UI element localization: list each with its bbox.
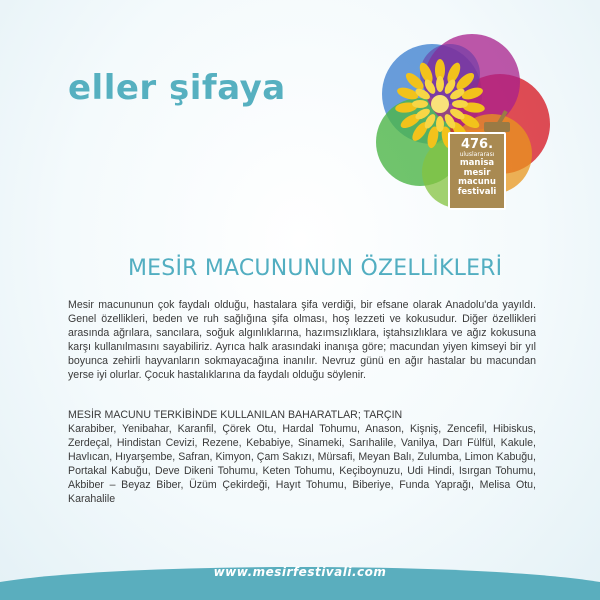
description-paragraph: Mesir macununun çok faydalı olduğu, hastalara şifa verdiği, bir efsane olarak Anadolu'da yayıldı. Genel özellikleri, beden ve ruh sağlığına şifa olması, hoş lezzeti ve kokusudur. Diğer özellikleri arasında ağrılara, sancılara, soğuk algınlıklarına, hazımsızlıklara, iştahsızlıklara ve ağız kokusuna karşı kullanılmasını sayabiliriz. Ayrıca halk arasındaki inanışa göre; macundan yiyen kimseyi bir yıl boyunca zehirli hayvanların sokmayacağına inanılır. Nevruz günü en ağır hastalar bu macundan yerse iyi olurlar. Çocuk hastalıklarına da faydalı olduğu söylenir. [68, 299, 536, 381]
badge-line2: manisa [459, 158, 495, 168]
section-title: MESİR MACUNUNUN ÖZELLİKLERİ [128, 256, 503, 281]
brand-title: eller şifaya [68, 68, 286, 108]
footer-url-link[interactable]: www.mesirfestivali.com [213, 565, 387, 579]
festival-badge [448, 132, 506, 210]
spices-list: Karabiber, Yenibahar, Karanfil, Çörek Otu, Hardal Tohumu, Anason, Kişniş, Zencefil, Hibiskus, Zerdeçal, Hindistan Cevizi, Rezene, Kebabiye, Sinameki, Sarıhalile, Vanilya, Darı Fülfül, Kakule, Havlıcan, Hıyarşembe, Safran, Kimyon, Çam Sakızı, Mürsafi, Meyan Balı, Zulumba, Limon Kabuğu, Portakal Kabuğu, Deve Dikeni Tohumu, Keten Tohumu, Keçiboynuzu, Udi Hindi, Isırgan Tohumu, Akbiber – Beyaz Biber, Üzüm Çekirdeği, Hayıt Tohumu, Biberiye, Funda Yaprağı, Melisa Otu, Karahalile [68, 423, 536, 505]
badge-line5: festivali [457, 186, 497, 197]
spices-heading: MESİR MACUNU TERKİBİNDE KULLANILAN BAHARATLAR; TARÇIN [68, 409, 403, 421]
badge-line1: uluslararası [459, 151, 495, 158]
badge-line3: mesir [463, 167, 491, 178]
badge-line4: macunu [458, 177, 496, 187]
badge-number: 476. [460, 137, 494, 152]
